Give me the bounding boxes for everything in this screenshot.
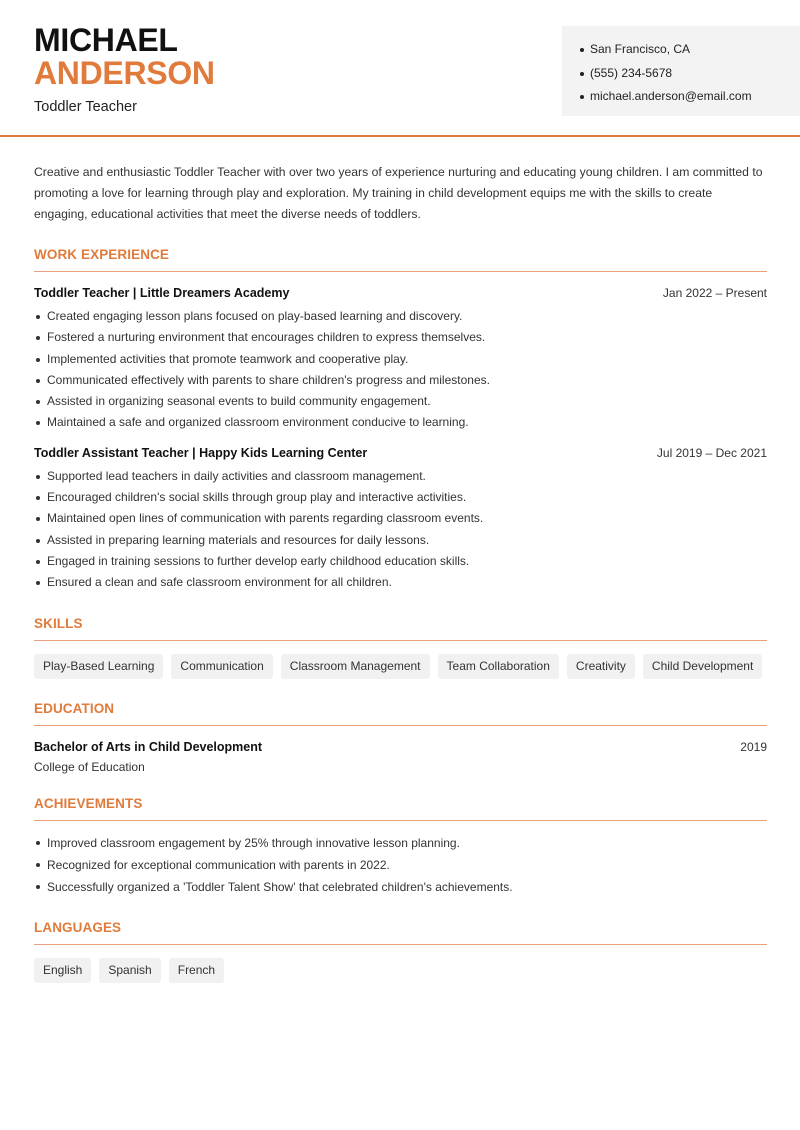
education-section [34, 701, 767, 774]
contact-email[interactable]: michael.anderson@email.com [580, 85, 800, 109]
contact-box [562, 26, 800, 116]
candidate-name [34, 24, 215, 90]
list-item: Fostered a nurturing environment that encourages children to express themselves. [34, 327, 767, 348]
contact-phone: (555) 234-5678 [580, 62, 800, 86]
contact-location: San Francisco, CA [580, 38, 800, 62]
last-name: ANDERSON [34, 55, 215, 91]
list-item: Created engaging lesson plans focused on play-based learning and discovery. [34, 306, 767, 327]
job-date: Jan 2022 – Present [662, 286, 767, 300]
skill-tag: Communication [171, 654, 272, 679]
section-title: EDUCATION [34, 701, 767, 726]
skill-tags [34, 654, 767, 679]
section-title: ACHIEVEMENTS [34, 796, 767, 821]
list-item: Recognized for exceptional communication with parents in 2022. [34, 854, 767, 876]
list-item: Implemented activities that promote teamwork and cooperative play. [34, 349, 767, 370]
section-title: LANGUAGES [34, 920, 767, 945]
list-item: Ensured a clean and safe classroom environment for all children. [34, 572, 767, 593]
list-item: Communicated effectively with parents to share children's progress and milestones. [34, 370, 767, 391]
skill-tag: Play-Based Learning [34, 654, 163, 679]
degree: Bachelor of Arts in Child Development [34, 739, 263, 754]
job-entry [34, 286, 767, 434]
job-title: Toddler Teacher [34, 99, 137, 115]
skill-tag: Team Collaboration [438, 654, 559, 679]
language-tag: Spanish [99, 958, 160, 983]
skills-section [34, 616, 767, 679]
first-name: MICHAEL [34, 22, 178, 58]
skill-tag: Classroom Management [281, 654, 430, 679]
summary: Creative and enthusiastic Toddler Teacher with over two years of experience nurturing and educating young children. I am committed to promoting a love for learning through play and exploration. My training in child development equips me with the skills to create engaging, educational activities that meet the diverse needs of toddlers. [34, 165, 763, 221]
job-role: Toddler Assistant Teacher | Happy Kids Learning Center [34, 445, 368, 460]
list-item: Assisted in preparing learning materials and resources for daily lessons. [34, 530, 767, 551]
language-tag: French [169, 958, 224, 983]
resume-body [34, 162, 767, 983]
skill-tag: Child Development [643, 654, 762, 679]
work-experience-section [34, 247, 767, 594]
job-role: Toddler Teacher | Little Dreamers Academy [34, 286, 290, 300]
resume-header [0, 0, 800, 137]
list-item: Successfully organized a 'Toddler Talent Show' that celebrated children's achievements. [34, 876, 767, 898]
section-title: SKILLS [34, 616, 767, 641]
section-title: WORK EXPERIENCE [34, 247, 767, 272]
graduation-year: 2019 [740, 739, 767, 754]
job-date: Jul 2019 – Dec 2021 [656, 445, 767, 460]
language-tag: English [34, 958, 91, 983]
skill-tag: Creativity [567, 654, 635, 679]
achievements-section [34, 796, 767, 898]
list-item: Improved classroom engagement by 25% through innovative lesson planning. [34, 832, 767, 854]
list-item: Maintained open lines of communication with parents regarding classroom events. [34, 508, 767, 529]
language-tags [34, 958, 767, 983]
list-item: Assisted in organizing seasonal events to build community engagement. [34, 391, 767, 412]
languages-section [34, 920, 767, 983]
school-name: College of Education [34, 759, 145, 774]
list-item: Encouraged children's social skills through group play and interactive activities. [34, 487, 767, 508]
list-item: Engaged in training sessions to further develop early childhood education skills. [34, 551, 767, 572]
job-entry [34, 446, 767, 594]
list-item: Maintained a safe and organized classroom environment conducive to learning. [34, 412, 767, 433]
list-item: Supported lead teachers in daily activities and classroom management. [34, 466, 767, 487]
